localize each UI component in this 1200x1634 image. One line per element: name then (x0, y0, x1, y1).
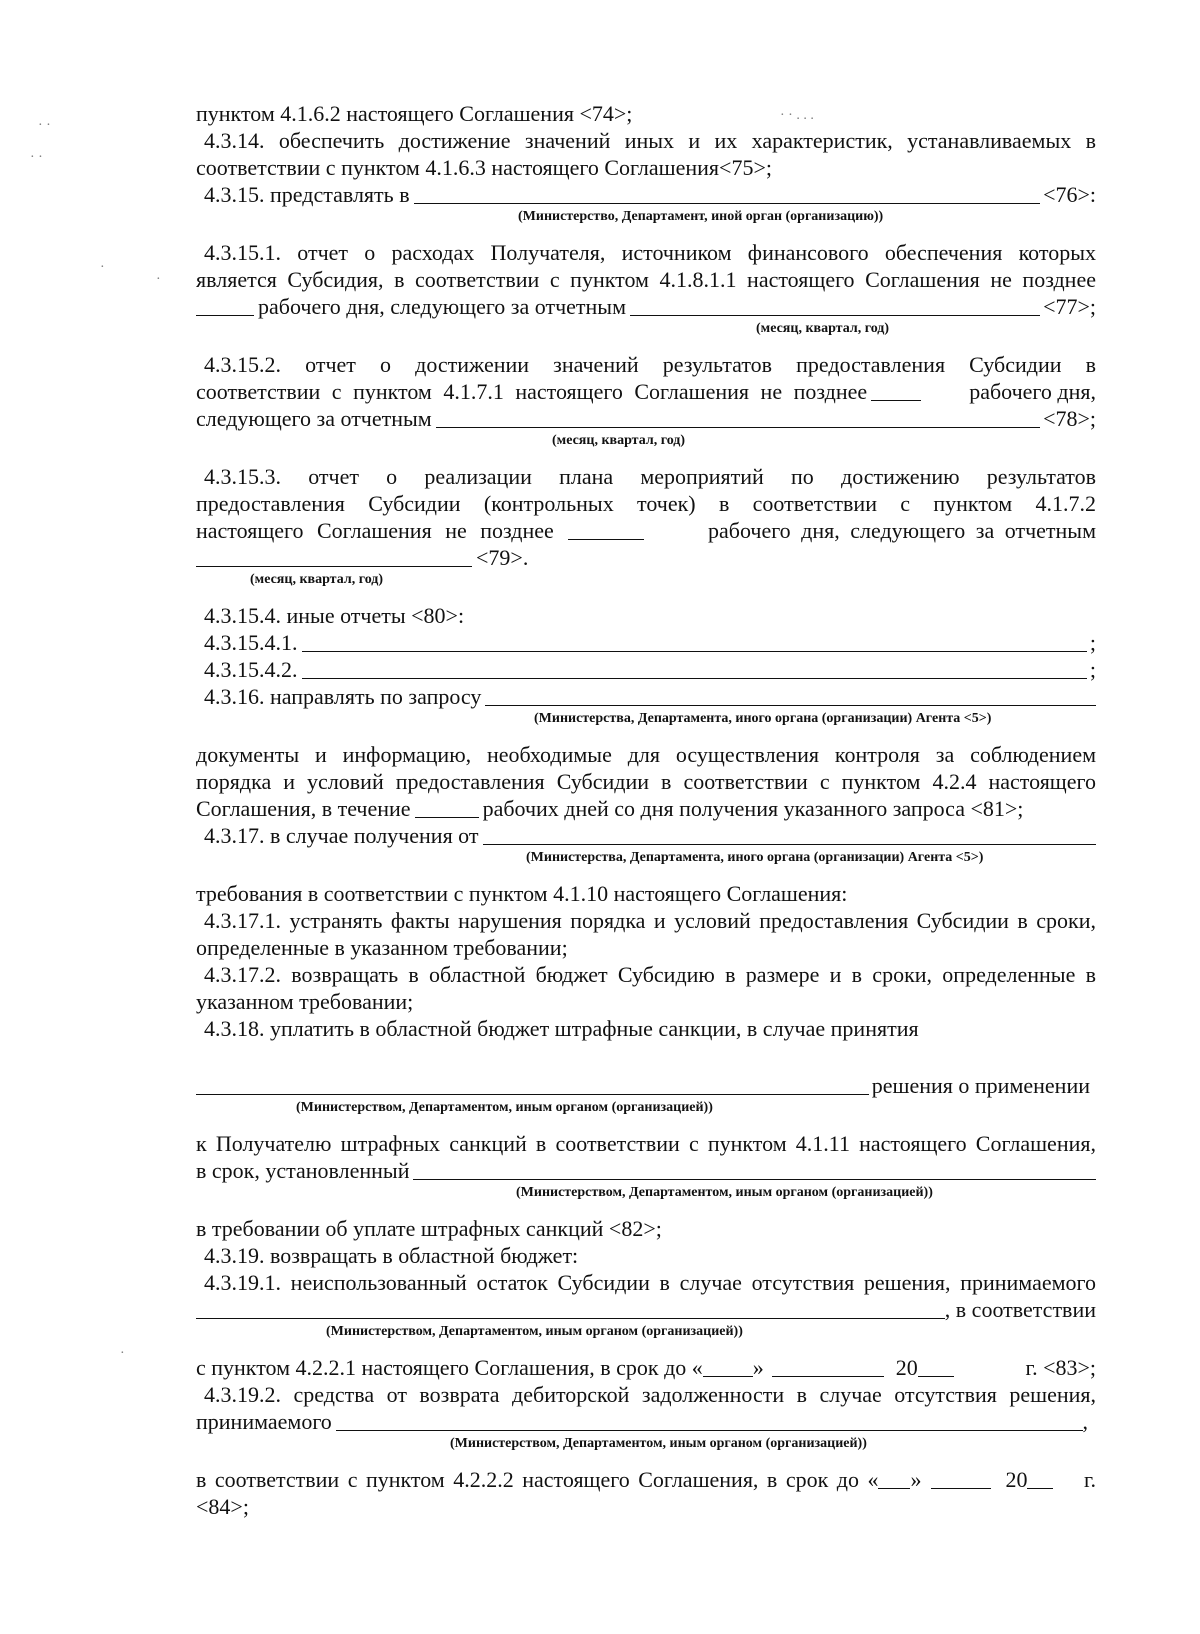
text-line-with-blank (196, 683, 1096, 710)
text-line-with-blank (196, 517, 1096, 544)
text-fragment: <78>; (1043, 406, 1096, 431)
field-caption: (Министерства, Департамента, иного органа (организации) Агента <5>) (526, 850, 984, 865)
text-line: к Получателю штрафных санкций в соответствии с пунктом 4.1.11 настоящего Соглашения, (196, 1131, 1096, 1156)
day-blank (703, 1356, 753, 1377)
field-caption: (Министерством, Департаментом, иным органом (организацией)) (450, 1436, 867, 1451)
text-line-with-blank (196, 181, 1096, 208)
text-line: 4.3.19. возвращать в областной бюджет: (204, 1243, 579, 1268)
text-line: <84>; (196, 1494, 249, 1519)
fill-in-blank (413, 1159, 1096, 1180)
text-fragment: <77>; (1043, 294, 1096, 319)
text-line: 4.3.18. уплатить в областной бюджет штрафные санкции, в случае принятия (204, 1016, 919, 1041)
text-fragment: соответствии с пунктом 4.1.7.1 настоящего Соглашения не позднее (196, 379, 868, 404)
field-caption: (Министерство, Департамент, иной орган (организацию)) (518, 209, 884, 224)
text-line: является Субсидия, в соответствии с пунктом 4.1.8.1.1 настоящего Соглашения не позднее (196, 267, 1096, 292)
text-fragment: решения о применении (871, 1073, 1090, 1098)
fill-in-blank (485, 685, 1096, 706)
text-fragment: настоящего Соглашения не позднее (196, 518, 554, 543)
text-line: 4.3.14. обеспечить достижение значений иных и их характеристик, устанавливаемых в (204, 128, 1096, 153)
text-line: пунктом 4.1.6.2 настоящего Соглашения <74>; (196, 101, 633, 126)
fill-in-blank (414, 183, 1040, 204)
fill-in-blank (568, 519, 644, 540)
text-fragment: в соответствии с пунктом 4.2.2.2 настоящего Соглашения, в срок до « (196, 1467, 879, 1492)
text-line: 4.3.15.1. отчет о расходах Получателя, источником финансового обеспечения которых (204, 240, 1096, 265)
fill-in-blank (630, 295, 1040, 316)
date-line (196, 1466, 1096, 1493)
text-line: указанном требовании; (196, 989, 414, 1014)
text-line: документы и информацию, необходимые для осуществления контроля за соблюдением (196, 742, 1096, 767)
scan-speck: · · (38, 118, 51, 133)
scan-speck: · (100, 260, 105, 275)
text-fragment: 20 (895, 1355, 918, 1380)
text-line: соответствии с пунктом 4.1.6.3 настоящего Соглашения<75>; (196, 155, 772, 180)
text-line: 4.3.15.3. отчет о реализации плана мероприятий по достижению результатов (204, 464, 1096, 489)
year-blank (1027, 1468, 1053, 1489)
text-fragment: , (1082, 1409, 1088, 1434)
text-line: предоставления Субсидии (контрольных точек) в соответствии с пунктом 4.1.7.2 (196, 491, 1096, 516)
scan-speck: · (156, 272, 161, 287)
text-fragment: , в соответствии (944, 1297, 1096, 1322)
fill-in-blank (415, 797, 479, 818)
text-line-with-blank (196, 405, 1096, 432)
text-fragment: 4.3.15.4.1. (204, 630, 298, 655)
scan-speck: · · (30, 150, 43, 165)
text-line: требования в соответствии с пунктом 4.1.10 настоящего Соглашения: (196, 881, 848, 906)
fill-in-blank (302, 658, 1087, 679)
month-blank (772, 1356, 884, 1377)
fill-in-blank (436, 407, 1040, 428)
text-fragment: <76>: (1043, 182, 1096, 207)
field-caption: (месяц, квартал, год) (250, 572, 384, 587)
document-body (196, 100, 1096, 1520)
field-caption: (Министерством, Департаментом, иным органом (организацией)) (326, 1324, 743, 1339)
text-fragment: в срок, установленный (196, 1158, 410, 1183)
text-line-with-blank (196, 822, 1096, 849)
text-fragment: 20 (1005, 1467, 1028, 1492)
text-line: 4.3.15.2. отчет о достижении значений результатов предоставления Субсидии в (204, 352, 1096, 377)
text-line: 4.3.17.1. устранять факты нарушения порядка и условий предоставления Субсидии в сроки, (204, 908, 1096, 933)
text-fragment: <79>. (476, 545, 529, 570)
text-fragment: » (910, 1467, 922, 1492)
text-fragment: рабочих дней со дня получения указанного запроса <81>; (482, 796, 1024, 821)
fill-in-blank (196, 546, 472, 567)
fill-in-blank (871, 380, 921, 401)
text-line: 4.3.17.2. возвращать в областной бюджет Субсидию в размере и в сроки, определенные в (204, 962, 1096, 987)
text-fragment: г. <83>; (1025, 1355, 1096, 1380)
field-caption: (месяц, квартал, год) (552, 433, 686, 448)
text-fragment: ; (1089, 657, 1096, 682)
fill-in-blank (196, 1298, 945, 1319)
text-line: определенные в указанном требовании; (196, 935, 568, 960)
fill-in-blank (336, 1410, 1083, 1431)
text-line-with-blank (196, 293, 1096, 320)
text-line-with-blank (196, 378, 1096, 405)
text-line: 4.3.15.4. иные отчеты <80>: (204, 603, 465, 628)
scan-speck: · · . . . (780, 108, 814, 123)
text-fragment: » (752, 1355, 764, 1380)
fill-in-blank (302, 631, 1087, 652)
date-line (196, 1354, 1096, 1381)
text-line-with-blank (196, 629, 1096, 656)
field-caption: (Министерства, Департамента, иного органа (организации) Агента <5>) (534, 711, 992, 726)
text-fragment: рабочего дня, следующего за отчетным (707, 518, 1096, 543)
text-line-with-blank (196, 656, 1096, 683)
fill-in-blank (196, 295, 254, 316)
text-line: порядка и условий предоставления Субсидии в соответствии с пунктом 4.2.4 настоящего (196, 769, 1096, 794)
text-line: 4.3.19.1. неиспользованный остаток Субсидии в случае отсутствия решения, принимаемого (204, 1270, 1096, 1295)
day-blank (878, 1468, 910, 1489)
text-fragment: 4.3.16. направлять по запросу (204, 684, 482, 709)
month-blank (931, 1468, 991, 1489)
text-line-with-blank (196, 544, 1096, 571)
year-blank (918, 1356, 954, 1377)
text-fragment: г. (1083, 1467, 1096, 1492)
fill-in-blank (196, 1074, 869, 1095)
field-caption: (Министерством, Департаментом, иным органом (организацией)) (516, 1185, 933, 1200)
text-fragment: рабочего дня, следующего за отчетным (258, 294, 627, 319)
text-line-with-blank (196, 1157, 1096, 1184)
text-fragment: 4.3.17. в случае получения от (204, 823, 479, 848)
text-fragment: 4.3.15. представлять в (204, 182, 410, 207)
text-fragment: принимаемого (196, 1409, 332, 1434)
text-line-with-blank (196, 1408, 1096, 1435)
text-fragment: Соглашения, в течение (196, 796, 411, 821)
field-caption: (месяц, квартал, год) (756, 321, 890, 336)
field-caption: (Министерством, Департаментом, иным органом (организацией)) (296, 1100, 713, 1115)
fill-in-blank (483, 824, 1096, 845)
text-fragment: рабочего дня, (969, 379, 1096, 404)
text-fragment: 4.3.15.4.2. (204, 657, 298, 682)
text-fragment: с пунктом 4.2.2.1 настоящего Соглашения, в срок до « (196, 1355, 703, 1380)
text-line-with-blank (196, 1072, 1096, 1099)
text-fragment: следующего за отчетным (196, 406, 432, 431)
text-fragment: ; (1089, 630, 1096, 655)
text-line: в требовании об уплате штрафных санкций <82>; (196, 1216, 662, 1241)
scan-speck: · (120, 1346, 125, 1361)
text-line-with-blank (196, 1296, 1096, 1323)
text-line: 4.3.19.2. средства от возврата дебиторской задолженности в случае отсутствия решения, (204, 1382, 1096, 1407)
text-line-with-blank (196, 795, 1096, 822)
